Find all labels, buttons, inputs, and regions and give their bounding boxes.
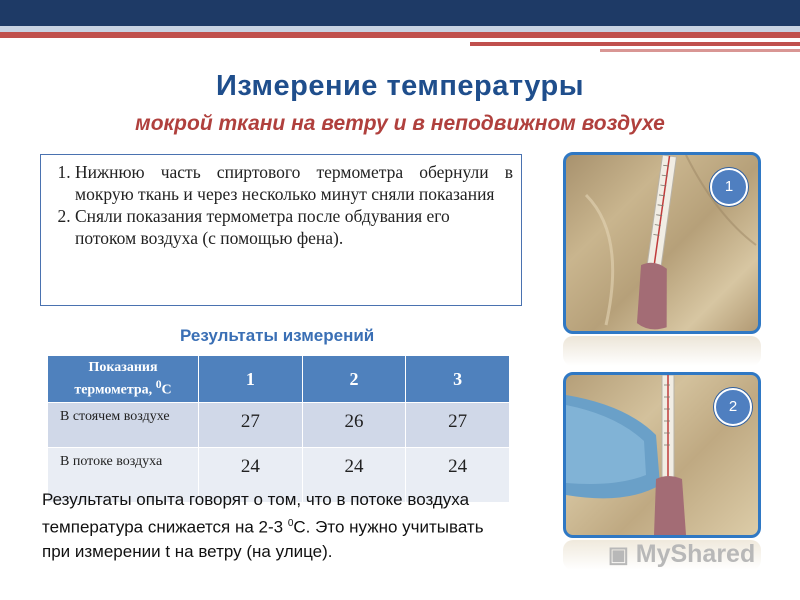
procedure-box xyxy=(40,154,522,306)
table-cell: 24 xyxy=(302,448,406,503)
procedure-list xyxy=(51,161,513,249)
results-table xyxy=(48,356,510,502)
table-cell: 24 xyxy=(406,448,510,503)
header-band xyxy=(0,0,800,26)
header-stripe-red xyxy=(0,32,800,38)
slide-subtitle: мокрой ткани на ветру и в неподвижном воздухе xyxy=(135,112,665,135)
conclusion-text xyxy=(42,488,512,564)
conclusion-part1: Результаты опыта говорят о том, что в потоке воздуха температура снижается на 2-3 xyxy=(42,490,470,537)
header-label-line2: термометра, xyxy=(74,382,156,398)
table-cell: 24 xyxy=(199,448,303,503)
header-label-unit: С xyxy=(161,382,172,398)
table-header-col-1: 1 xyxy=(199,356,303,403)
watermark-icon: ▣ xyxy=(608,542,629,567)
table-row xyxy=(48,403,510,448)
table-cell: 26 xyxy=(302,403,406,448)
row-label: В стоячем воздухе xyxy=(48,403,199,448)
row-label: В потоке воздуха xyxy=(48,448,199,503)
header-label-line1: Показания xyxy=(88,360,158,376)
table-header-col-3: 3 xyxy=(406,356,510,403)
procedure-step: 2. Сняли показания термометра после обдувания его потоком воздуха (с помощью фена). xyxy=(75,205,513,249)
table-header-col-2: 2 xyxy=(302,356,406,403)
watermark-text: MyShared xyxy=(635,540,756,568)
procedure-step: 1. Нижнюю часть спиртового термометра обернули в мокрую ткань и через несколько минут сняли показания xyxy=(75,161,513,205)
slide-title: Измерение температуры xyxy=(215,70,585,102)
results-heading: Результаты измерений xyxy=(180,326,375,345)
photo-number-badge: 2 xyxy=(714,388,752,426)
photo-number-badge: 1 xyxy=(710,168,748,206)
conclusion-degree-sup: 0 xyxy=(287,518,294,529)
table-cell: 27 xyxy=(406,403,510,448)
watermark-logo xyxy=(608,540,755,569)
table-cell: 27 xyxy=(199,403,303,448)
header-accent-line xyxy=(470,42,800,46)
table-header-label xyxy=(48,356,199,403)
degree-sup: 0 xyxy=(155,378,162,392)
table-header-row xyxy=(48,356,510,403)
conclusion-part2: С. Это нужно учитывать при измерении t на ветру (на улице). xyxy=(42,517,484,561)
photo-reflection xyxy=(563,336,761,366)
header-accent-line-thin xyxy=(600,49,800,52)
